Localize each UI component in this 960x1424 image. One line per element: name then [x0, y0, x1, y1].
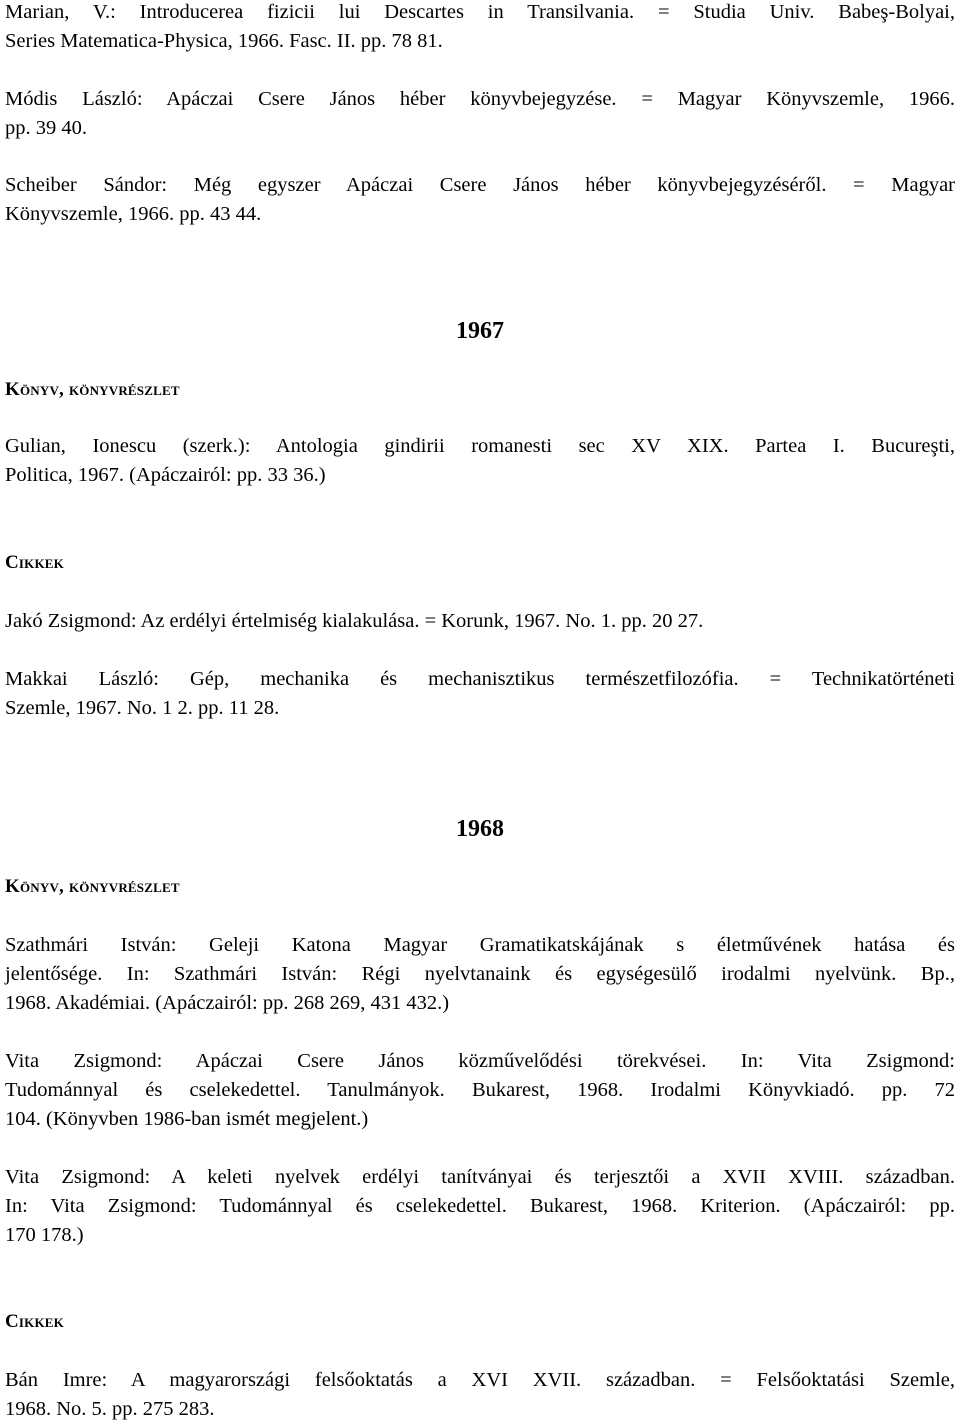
year-heading-1968: 1968: [456, 816, 504, 842]
entry-line: Makkai László: Gép, mechanika és mechanisztikus természetfilozófia. = Technikatörténeti: [5, 668, 955, 690]
bibliography-entry: [5, 1163, 955, 1250]
bibliography-entry: [5, 607, 955, 636]
bibliography-entry: [5, 171, 955, 229]
section-heading-articles: Cikkek: [5, 552, 64, 573]
bibliography-entry: [5, 665, 955, 723]
entry-line: Jakó Zsigmond: Az erdélyi értelmiség kialakulása. = Korunk, 1967. No. 1. pp. 20 27.: [5, 610, 704, 632]
entry-line: Gulian, Ionescu (szerk.): Antologia gindirii romanesti sec XV XIX. Partea I. Bucureşti,: [5, 435, 955, 457]
entry-line: Vita Zsigmond: Apáczai Csere János közművelődési törekvései. In: Vita Zsigmond:: [5, 1050, 955, 1072]
entry-line: 1968. No. 5. pp. 275 283.: [5, 1398, 215, 1420]
entry-line: Marian, V.: Introducerea fizicii lui Descartes in Transilvania. = Studia Univ. Babeş-Bolyai,: [5, 1, 955, 23]
section-heading-articles: Cikkek: [5, 1311, 64, 1332]
section-heading-book: Könyv, könyvrészlet: [5, 876, 180, 897]
entry-line: Tudománnyal és cselekedettel. Tanulmányok. Bukarest, 1968. Irodalmi Könyvkiadó. pp. 72: [5, 1079, 955, 1101]
bibliography-entry: [5, 432, 955, 490]
entry-line: 104. (Könyvben 1986-ban ismét megjelent.): [5, 1108, 369, 1130]
entry-line: Szemle, 1967. No. 1 2. pp. 11 28.: [5, 697, 280, 719]
entry-line: Series Matematica-Physica, 1966. Fasc. II. pp. 78 81.: [5, 30, 443, 52]
bibliography-entry: [5, 931, 955, 1018]
entry-line: Bán Imre: A magyarországi felsőoktatás a XVI XVII. században. = Felsőoktatási Szemle,: [5, 1369, 955, 1391]
entry-line: Szathmári István: Geleji Katona Magyar Gramatikatskájának s életművének hatása és: [5, 934, 955, 956]
year-heading-1967: 1967: [456, 318, 504, 344]
entry-line: pp. 39 40.: [5, 117, 87, 139]
entry-line: Könyvszemle, 1966. pp. 43 44.: [5, 203, 262, 225]
entry-line: Vita Zsigmond: A keleti nyelvek erdélyi tanítványai és terjesztői a XVII XVIII. században.: [5, 1166, 955, 1188]
entry-line: Scheiber Sándor: Még egyszer Apáczai Csere János héber könyvbejegyzéséről. = Magyar: [5, 174, 955, 196]
bibliography-entry: [5, 0, 955, 56]
entry-line: 170 178.): [5, 1224, 84, 1246]
entry-line: jelentősége. In: Szathmári István: Régi nyelvtanaink és egységesülő irodalmi nyelvünk. Bp.,: [5, 963, 955, 985]
bibliography-entry: [5, 1366, 955, 1424]
entry-line: In: Vita Zsigmond: Tudománnyal és cselekedettel. Bukarest, 1968. Kriterion. (Apáczairól: pp.: [5, 1195, 955, 1217]
bibliography-entry: [5, 85, 955, 143]
entry-line: Módis László: Apáczai Csere János héber könyvbejegyzése. = Magyar Könyvszemle, 1966.: [5, 88, 955, 110]
entry-line: 1968. Akadémiai. (Apáczairól: pp. 268 269, 431 432.): [5, 992, 450, 1014]
section-heading-book: Könyv, könyvrészlet: [5, 379, 180, 400]
entry-line: Politica, 1967. (Apáczairól: pp. 33 36.): [5, 464, 326, 486]
bibliography-entry: [5, 1047, 955, 1134]
